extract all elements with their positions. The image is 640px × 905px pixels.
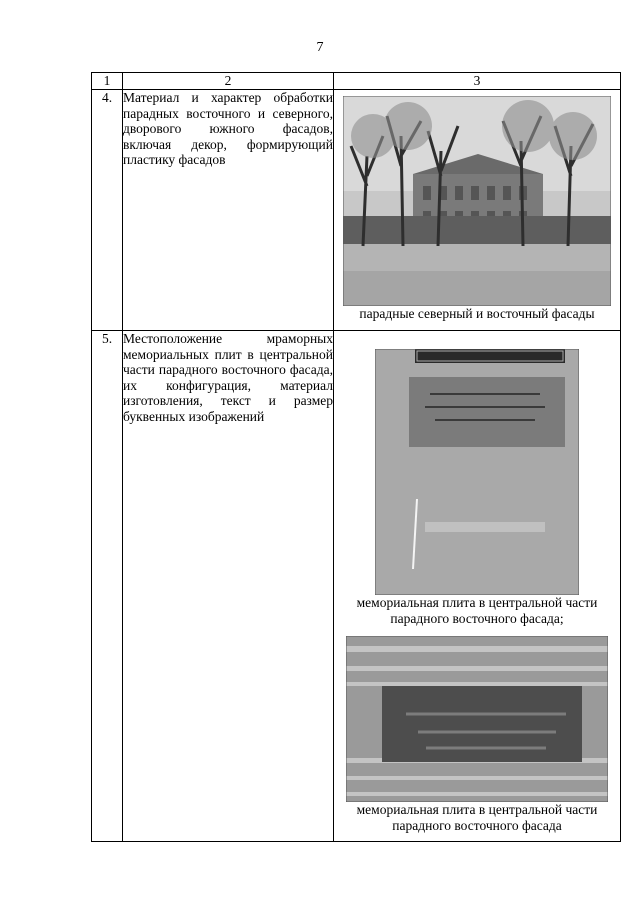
page-number: 7 <box>316 40 324 55</box>
monument-features-table <box>91 72 621 842</box>
row-number: 5. <box>92 331 123 842</box>
table-row <box>92 90 621 331</box>
row-description: Материал и характер обработки парадных восточного и северного, дворового южного фасадов, включая декор, формирующий пластику фасадов <box>123 90 334 331</box>
photo-cell <box>334 331 621 842</box>
header-col-3: 3 <box>334 73 621 90</box>
row-number: 4. <box>92 90 123 331</box>
memorial-plate-photo <box>375 349 579 595</box>
header-col-2: 2 <box>123 73 334 90</box>
row-description: Местоположение мраморных мемориальных плит в центральной части парадного восточного фасада, их конфигурация, материал изготовления, текст и размер буквенных изображений <box>123 331 334 842</box>
table-row <box>92 331 621 842</box>
photo-caption: мемориальная плита в центральной части парадного восточного фасада; <box>356 595 598 626</box>
header-col-1: 1 <box>92 73 123 90</box>
facade-photo <box>343 96 611 306</box>
photo-caption: мемориальная плита в центральной части парадного восточного фасада <box>356 802 598 833</box>
photo-caption: парадные северный и восточный фасады <box>359 306 595 321</box>
photo-cell <box>334 90 621 331</box>
table-header-row <box>92 73 621 90</box>
memorial-plate-closeup-photo <box>346 636 608 802</box>
